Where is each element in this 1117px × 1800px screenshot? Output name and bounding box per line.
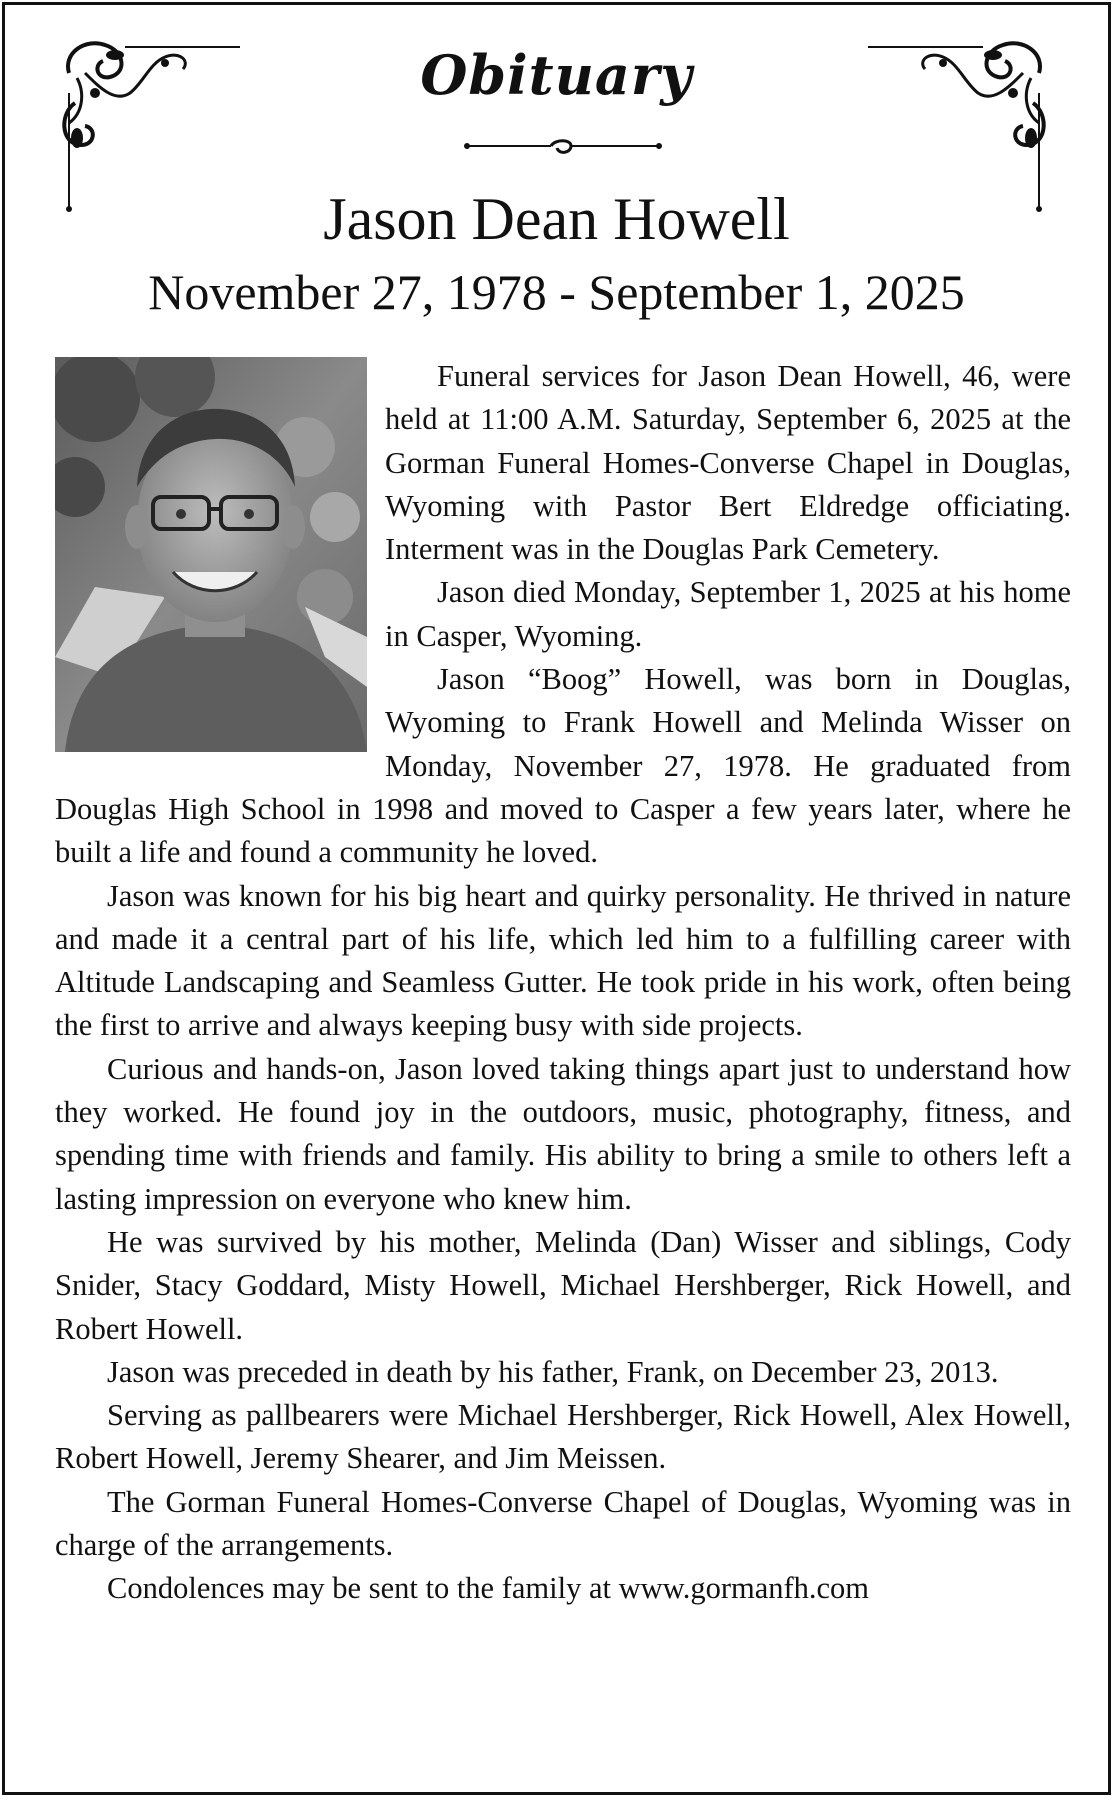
page-title: Obituary [420,43,693,107]
paragraph-personality: Jason was known for his big heart and quirky personality. He thrived in nature and made it a central part of his life, which led him to a fulfilling career with Altitude Landscaping and Seamless Gutter. He took pride in his work, often being the first to arrive and always keeping busy with side projects. [55,878,1071,1043]
paragraph-birth: Jason “Boog” Howell, was born in Douglas, Wyoming to Frank Howell and Melinda Wisser on Monday, November 27, 1978. He graduated from Douglas High School in 1998 and moved to Casper a few years later, where he built a life and found a community he loved. [55,662,1071,870]
obituary-frame [2,2,1111,1795]
photo-spacer [55,355,385,755]
deceased-name: Jason Dean Howell [323,186,790,252]
paragraph-condolences: Condolences may be sent to the family at www.gormanfh.com [107,1571,870,1606]
paragraph-death: Jason died Monday, September 1, 2025 at his home in Casper, Wyoming. [385,575,1071,653]
paragraph-interests: Curious and hands-on, Jason loved taking things apart just to understand how they worked. He found joy in the outdoors, music, photography, fitness, and spending time with friends and family. His ability to bring a smile to others left a lasting impression on everyone who knew him. [55,1051,1071,1216]
ornament-divider-icon [463,135,663,161]
obituary-body [55,355,1071,1611]
paragraph-pallbearers: Serving as pallbearers were Michael Hershberger, Rick Howell, Alex Howell, Robert Howell, Jeremy Shearer, and Jim Meissen. [55,1398,1071,1476]
paragraph-preceded: Jason was preceded in death by his father, Frank, on December 23, 2013. [107,1354,999,1389]
paragraph-survivors: He was survived by his mother, Melinda (Dan) Wisser and siblings, Cody Snider, Stacy Goddard, Misty Howell, Michael Hershberger, Rick Howell, and Robert Howell. [55,1224,1071,1346]
paragraph-services: Funeral services for Jason Dean Howell, 46, were held at 11:00 A.M. Saturday, September 6, 2025 at the Gorman Funeral Homes-Converse Chapel in Douglas, Wyoming with Pastor Bert Eldredge officiating. Interment was in the Douglas Park Cemetery. [385,359,1071,567]
paragraph-arrangements: The Gorman Funeral Homes-Converse Chapel of Douglas, Wyoming was in charge of the arrangements. [55,1484,1071,1563]
life-dates: November 27, 1978 - September 1, 2025 [148,264,965,320]
